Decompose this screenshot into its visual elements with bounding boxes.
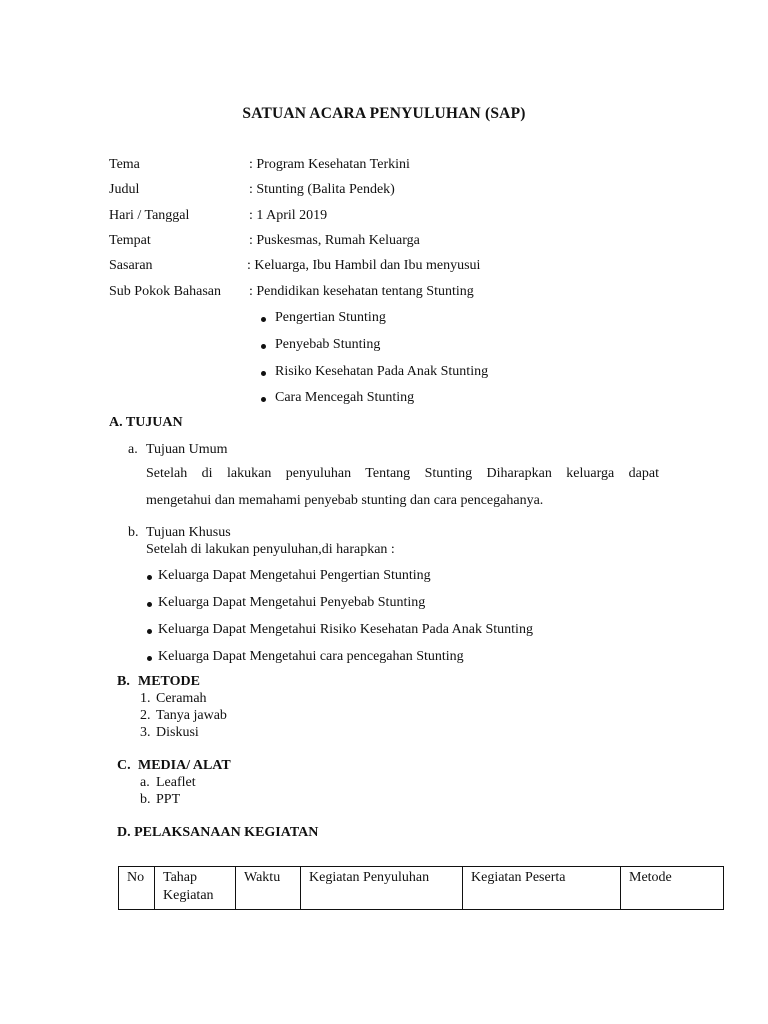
info-value-tempat: : Puskesmas, Rumah Keluarga — [249, 233, 420, 248]
tujuan-umum-text-line2: mengetahui dan memahami penyebab stunting dan cara pencegahanya. — [146, 493, 544, 508]
info-label-tempat: Tempat — [109, 233, 151, 248]
table-header-kegiatan-peserta: Kegiatan Peserta — [463, 867, 621, 910]
metode-item-number: 1. — [140, 691, 151, 706]
tujuan-khusus-intro: Setelah di lakukan penyuluhan,di harapkan : — [146, 542, 395, 557]
tujuan-khusus-item: Keluarga Dapat Mengetahui Penyebab Stunting — [158, 595, 426, 610]
table-header-no: No — [119, 867, 155, 910]
sub-topic-item: Penyebab Stunting — [275, 337, 381, 352]
info-label-tema: Tema — [109, 157, 140, 172]
info-value-hari-tanggal: : 1 April 2019 — [249, 208, 328, 223]
bullet-icon — [261, 397, 266, 402]
bullet-icon — [147, 629, 152, 634]
metode-item-number: 2. — [140, 708, 151, 723]
bullet-icon — [261, 317, 266, 322]
bullet-icon — [147, 602, 152, 607]
section-heading-tujuan: A. TUJUAN — [109, 415, 183, 430]
media-item: PPT — [156, 792, 181, 807]
section-heading-metode: METODE — [138, 674, 200, 689]
metode-item: Diskusi — [156, 725, 199, 740]
tujuan-khusus-item: Keluarga Dapat Mengetahui cara pencegahan Stunting — [158, 649, 464, 664]
section-heading-pelaksanaan: D. PELAKSANAAN KEGIATAN — [117, 825, 319, 840]
table-header-row — [119, 867, 724, 910]
info-label-sasaran: Sasaran — [109, 258, 153, 273]
metode-item: Ceramah — [156, 691, 207, 706]
tujuan-umum-marker: a. — [128, 442, 138, 457]
table-header-kegiatan-penyuluhan: Kegiatan Penyuluhan — [301, 867, 463, 910]
document-title: SATUAN ACARA PENYULUHAN (SAP) — [242, 105, 526, 122]
kegiatan-table — [118, 866, 724, 910]
media-item: Leaflet — [156, 775, 196, 790]
info-value-tema: : Program Kesehatan Terkini — [249, 157, 410, 172]
sub-topic-item: Pengertian Stunting — [275, 310, 386, 325]
tujuan-khusus-marker: b. — [128, 525, 139, 540]
info-label-hari-tanggal: Hari / Tanggal — [109, 208, 190, 223]
section-marker-media: C. — [117, 758, 131, 773]
info-label-sub-pokok-bahasan: Sub Pokok Bahasan — [109, 284, 221, 299]
tujuan-khusus-item: Keluarga Dapat Mengetahui Risiko Kesehatan Pada Anak Stunting — [158, 622, 533, 637]
tujuan-umum-label: Tujuan Umum — [146, 442, 228, 457]
table-header-metode: Metode — [621, 867, 724, 910]
bullet-icon — [261, 344, 266, 349]
info-value-judul: : Stunting (Balita Pendek) — [249, 182, 395, 197]
tujuan-umum-text-line1: Setelah di lakukan penyuluhan Tentang Stunting Diharapkan keluarga dapat — [146, 466, 659, 481]
info-label-judul: Judul — [109, 182, 140, 197]
sub-topic-item: Risiko Kesehatan Pada Anak Stunting — [275, 364, 489, 379]
media-item-marker: a. — [140, 775, 150, 790]
bullet-icon — [147, 656, 152, 661]
sub-topic-item: Cara Mencegah Stunting — [275, 390, 415, 405]
media-item-marker: b. — [140, 792, 151, 807]
bullet-icon — [147, 575, 152, 580]
info-value-sasaran: : Keluarga, Ibu Hambil dan Ibu menyusui — [247, 258, 481, 273]
tujuan-khusus-item: Keluarga Dapat Mengetahui Pengertian Stunting — [158, 568, 431, 583]
metode-item: Tanya jawab — [156, 708, 227, 723]
section-heading-media: MEDIA/ ALAT — [138, 758, 231, 773]
table-header-waktu: Waktu — [236, 867, 301, 910]
info-value-sub-pokok-bahasan: : Pendidikan kesehatan tentang Stunting — [249, 284, 474, 299]
bullet-icon — [261, 371, 266, 376]
metode-item-number: 3. — [140, 725, 151, 740]
tujuan-khusus-label: Tujuan Khusus — [146, 525, 231, 540]
section-marker-metode: B. — [117, 674, 130, 689]
table-header-tahap-kegiatan: Tahap Kegiatan — [155, 867, 236, 910]
